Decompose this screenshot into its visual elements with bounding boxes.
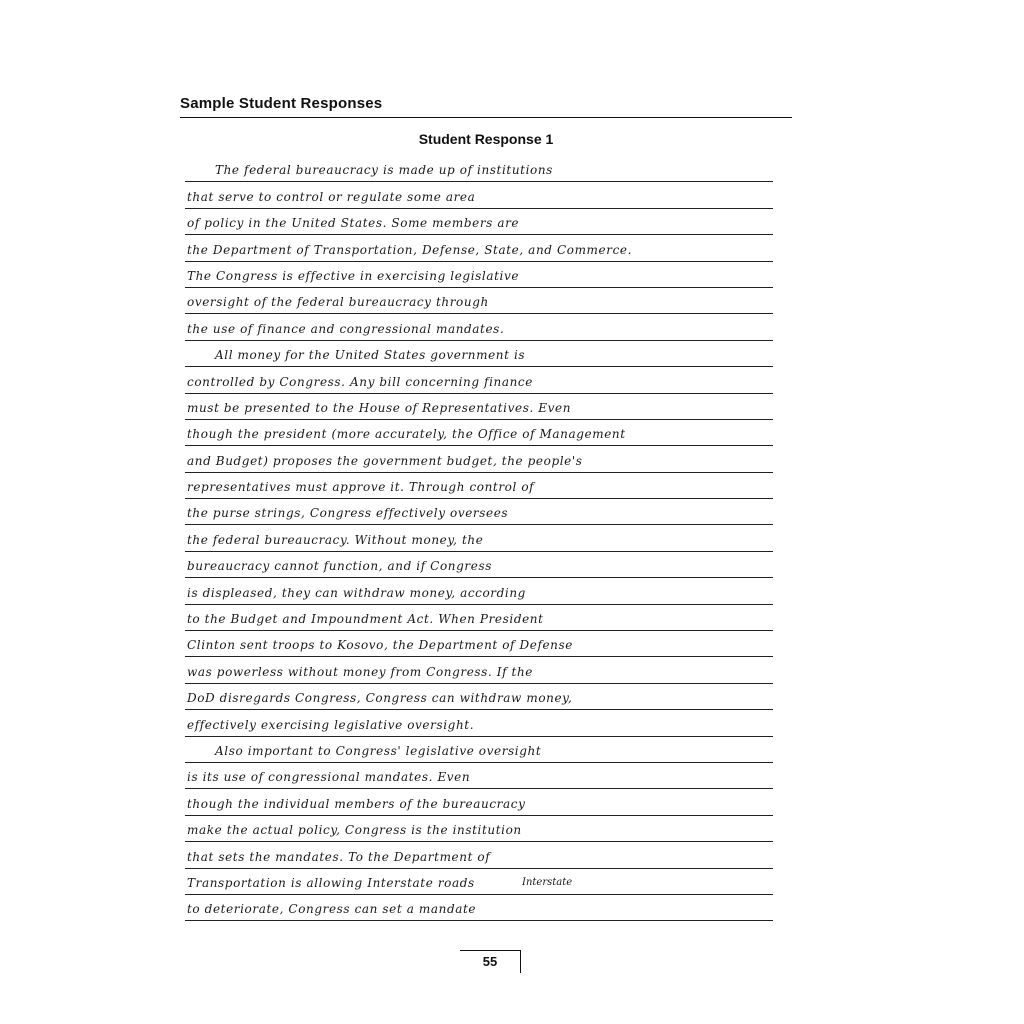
response-line [185, 394, 773, 420]
response-line-text: is displeased, they can withdraw money, according [187, 585, 526, 600]
response-line [185, 262, 773, 288]
response-line [185, 499, 773, 525]
response-line-text: the federal bureaucracy. Without money, the [187, 532, 484, 547]
response-line [185, 816, 773, 842]
response-line [185, 235, 773, 261]
response-line [185, 684, 773, 710]
response-title: Student Response 1 [418, 131, 554, 147]
response-line [185, 367, 773, 393]
response-line [185, 156, 773, 182]
handwritten-insertion: Interstate [522, 877, 573, 888]
response-line-text: and Budget) proposes the government budget, the people's [187, 453, 583, 468]
response-line-text: that serve to control or regulate some area [187, 189, 476, 204]
response-line-text: Clinton sent troops to Kosovo, the Department of Defense [187, 638, 573, 653]
response-line [185, 869, 773, 895]
response-line [185, 605, 773, 631]
response-line-text: Transportation is allowing Interstate roads [187, 875, 475, 890]
response-line-text: was powerless without money from Congress. If the [187, 664, 534, 679]
response-line-text: make the actual policy, Congress is the institution [187, 823, 522, 838]
response-line [185, 578, 773, 604]
page-number: 55 [482, 954, 498, 969]
response-line [185, 446, 773, 472]
response-line-text: representatives must approve it. Through control of [187, 480, 535, 495]
response-line-text: the Department of Transportation, Defense, State, and Commerce. [187, 242, 633, 257]
response-line [185, 341, 773, 367]
response-line-text: controlled by Congress. Any bill concerning finance [187, 374, 533, 389]
response-line [185, 182, 773, 208]
response-line-text: to the Budget and Impoundment Act. When President [187, 612, 544, 627]
response-line [185, 420, 773, 446]
response-line [185, 525, 773, 551]
response-line-text: All money for the United States government is [215, 348, 526, 363]
response-line [185, 552, 773, 578]
section-title: Sample Student Responses [180, 95, 383, 112]
response-line [185, 895, 773, 921]
response-line-text: is its use of congressional mandates. Even [187, 770, 471, 785]
response-line [185, 842, 773, 868]
response-line-text: of policy in the United States. Some members are [187, 216, 520, 231]
response-line-text: oversight of the federal bureaucracy through [187, 295, 489, 310]
response-line-text: Also important to Congress' legislative oversight [215, 743, 542, 758]
response-line-text: bureaucracy cannot function, and if Congress [187, 559, 492, 574]
response-line-text: effectively exercising legislative oversight. [187, 717, 475, 732]
response-line-text: the use of finance and congressional mandates. [187, 321, 505, 336]
response-line-text: the purse strings, Congress effectively oversees [187, 506, 509, 521]
handwritten-response [185, 156, 773, 921]
response-line-text: though the individual members of the bureaucracy [187, 796, 526, 811]
response-line [185, 789, 773, 815]
response-line-text: The federal bureaucracy is made up of institutions [215, 163, 553, 178]
title-divider [180, 117, 792, 118]
response-line-text: must be presented to the House of Representatives. Even [187, 400, 572, 415]
response-line [185, 209, 773, 235]
response-line [185, 288, 773, 314]
response-line-text: The Congress is effective in exercising legislative [187, 268, 520, 283]
response-line-text: to deteriorate, Congress can set a mandate [187, 902, 477, 917]
response-line [185, 657, 773, 683]
response-line [185, 737, 773, 763]
response-line [185, 710, 773, 736]
response-line [185, 763, 773, 789]
response-line [185, 473, 773, 499]
response-line [185, 314, 773, 340]
response-line-text: DoD disregards Congress, Congress can withdraw money, [187, 691, 573, 706]
response-line-text: though the president (more accurately, the Office of Management [187, 427, 626, 442]
response-line [185, 631, 773, 657]
response-line-text: that sets the mandates. To the Department of [187, 849, 491, 864]
